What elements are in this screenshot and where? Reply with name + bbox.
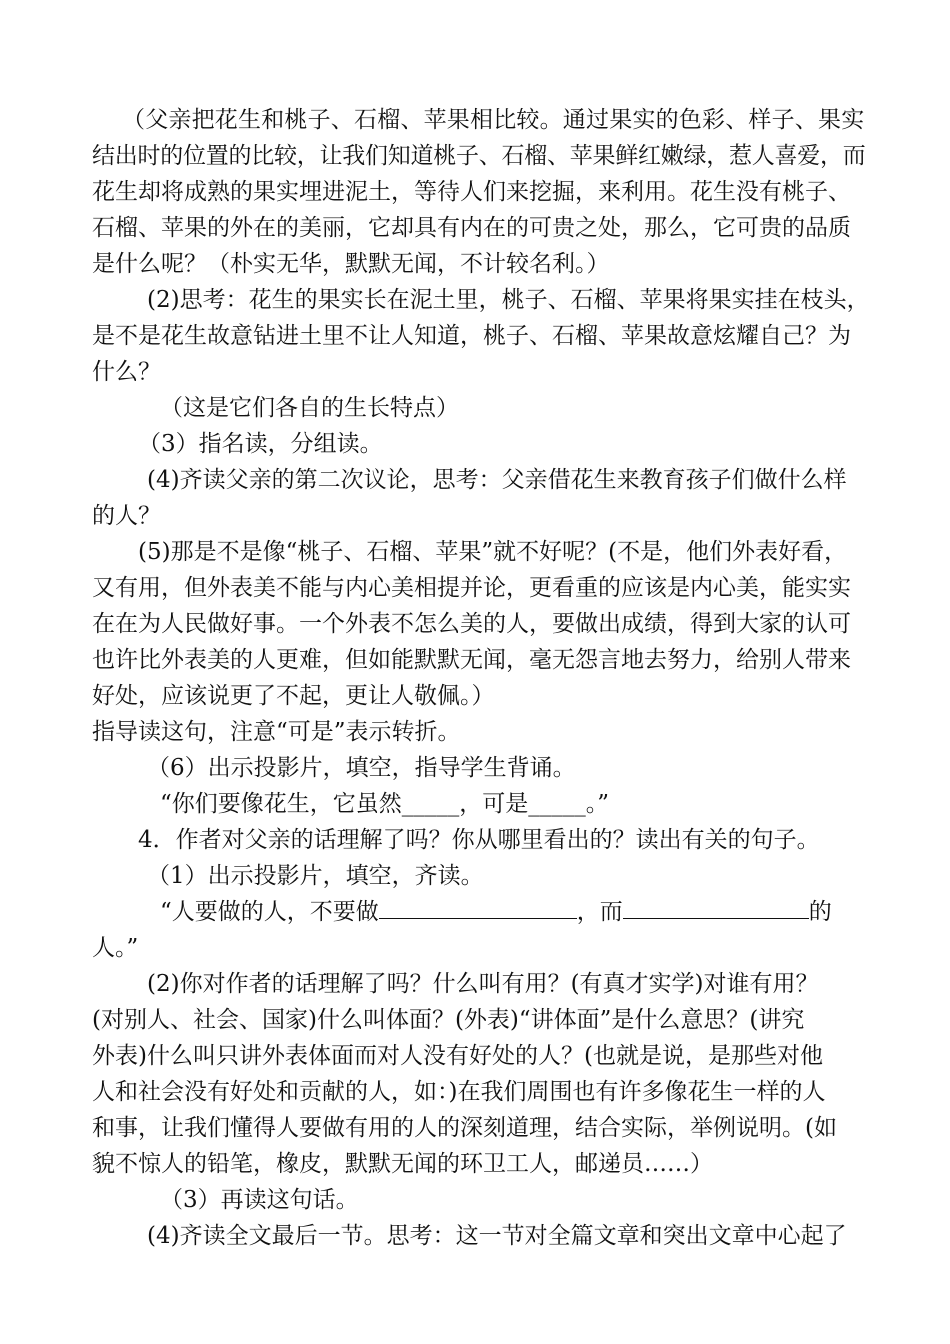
fill-text: “人要做的人，不要做 bbox=[160, 899, 379, 925]
paragraph-line: (5)那是不是像“桃子、石榴、苹果”就不好呢？(不是，他们外表好看， bbox=[138, 539, 848, 565]
paragraph-line: （父亲把花生和桃子、石榴、苹果相比较。通过果实的色彩、样子、果实 bbox=[122, 107, 865, 133]
paragraph-line: 是什么呢？（朴实无华，默默无闻，不计较名利。） bbox=[92, 251, 610, 277]
paragraph-line: 也许比外表美的人更难，但如能默默无闻，毫无怨言地去努力，给别人带来 bbox=[92, 647, 851, 673]
fill-text: ，而 bbox=[576, 899, 623, 925]
fill-blank: _____ bbox=[401, 791, 460, 817]
paragraph-line: 4．作者对父亲的话理解了吗？你从哪里看出的？读出有关的句子。 bbox=[138, 827, 820, 853]
paragraph-line: 石榴、苹果的外在的美丽，它却具有内在的可贵之处，那么，它可贵的品质 bbox=[92, 215, 851, 241]
fill-in-sentence-2 bbox=[160, 897, 832, 927]
paragraph-line: （3）再读这句话。 bbox=[160, 1187, 359, 1213]
paragraph-line: 人。” bbox=[92, 935, 139, 961]
fill-text: “你们要像花生，它虽然 bbox=[160, 791, 402, 817]
paragraph-line: （3）指名读，分组读。 bbox=[138, 431, 383, 457]
paragraph-line: 的人？ bbox=[92, 503, 161, 529]
paragraph-line: 在在为人民做好事。一个外表不怎么美的人，要做出成绩，得到大家的认可 bbox=[92, 611, 851, 637]
paragraph-line: (2)思考：花生的果实长在泥土里，桃子、石榴、苹果将果实挂在枝头， bbox=[147, 287, 870, 313]
paragraph-line: (4)齐读父亲的第二次议论，思考：父亲借花生来教育孩子们做什么样 bbox=[147, 467, 847, 493]
fill-blank-line bbox=[623, 898, 809, 919]
paragraph-line: 指导读这句，注意“可是”表示转折。 bbox=[92, 719, 461, 745]
paragraph-line: 好处，应该说更了不起，更让人敬佩。） bbox=[92, 683, 495, 709]
paragraph-line: 貌不惊人的铅笔，橡皮，默默无闻的环卫工人，邮递员……） bbox=[92, 1151, 713, 1177]
paragraph-line: 结出时的位置的比较，让我们知道桃子、石榴、苹果鲜红嫩绿，惹人喜爱，而 bbox=[92, 143, 866, 169]
paragraph-line: 人和社会没有好处和贡献的人，如：)在我们周围也有许多像花生一样的人 bbox=[92, 1079, 826, 1105]
paragraph-line: 是不是花生故意钻进土里不让人知道，桃子、石榴、苹果故意炫耀自己？为 bbox=[92, 323, 851, 349]
fill-text: 的 bbox=[808, 899, 832, 925]
paragraph-line: (对别人、社会、国家)什么叫体面？(外表)“讲体面”是什么意思？(讲究 bbox=[92, 1007, 805, 1033]
fill-blank-line bbox=[379, 898, 577, 919]
paragraph-line: 外表)什么叫只讲外表体面而对人没有好处的人？(也就是说，是那些对他 bbox=[92, 1043, 823, 1069]
paragraph-line: 又有用，但外表美不能与内心美相提并论，更看重的应该是内心美，能实实 bbox=[92, 575, 851, 601]
paragraph-line: 和事，让我们懂得人要做有用的人的深刻道理，结合实际，举例说明。(如 bbox=[92, 1115, 837, 1141]
paragraph-line: （6）出示投影片，填空，指导学生背诵。 bbox=[147, 755, 576, 781]
paragraph-line: 什么？ bbox=[92, 359, 161, 385]
fill-blank: _____ bbox=[528, 791, 586, 817]
fill-in-sentence-1 bbox=[160, 789, 609, 819]
paragraph-line: （1）出示投影片，填空，齐读。 bbox=[147, 863, 484, 889]
paragraph-line: (4)齐读全文最后一节。思考：这一节对全篇文章和突出文章中心起了 bbox=[147, 1223, 847, 1249]
paragraph-line: （这是它们各自的生长特点） bbox=[160, 395, 459, 421]
fill-text: 。” bbox=[585, 791, 610, 817]
fill-text: ，可是 bbox=[459, 791, 529, 817]
paragraph-line: (2)你对作者的话理解了吗？什么叫有用？(有真才实学)对谁有用？ bbox=[147, 971, 819, 997]
paragraph-line: 花生却将成熟的果实埋进泥土，等待人们来挖掘，来利用。花生没有桃子、 bbox=[92, 179, 851, 205]
